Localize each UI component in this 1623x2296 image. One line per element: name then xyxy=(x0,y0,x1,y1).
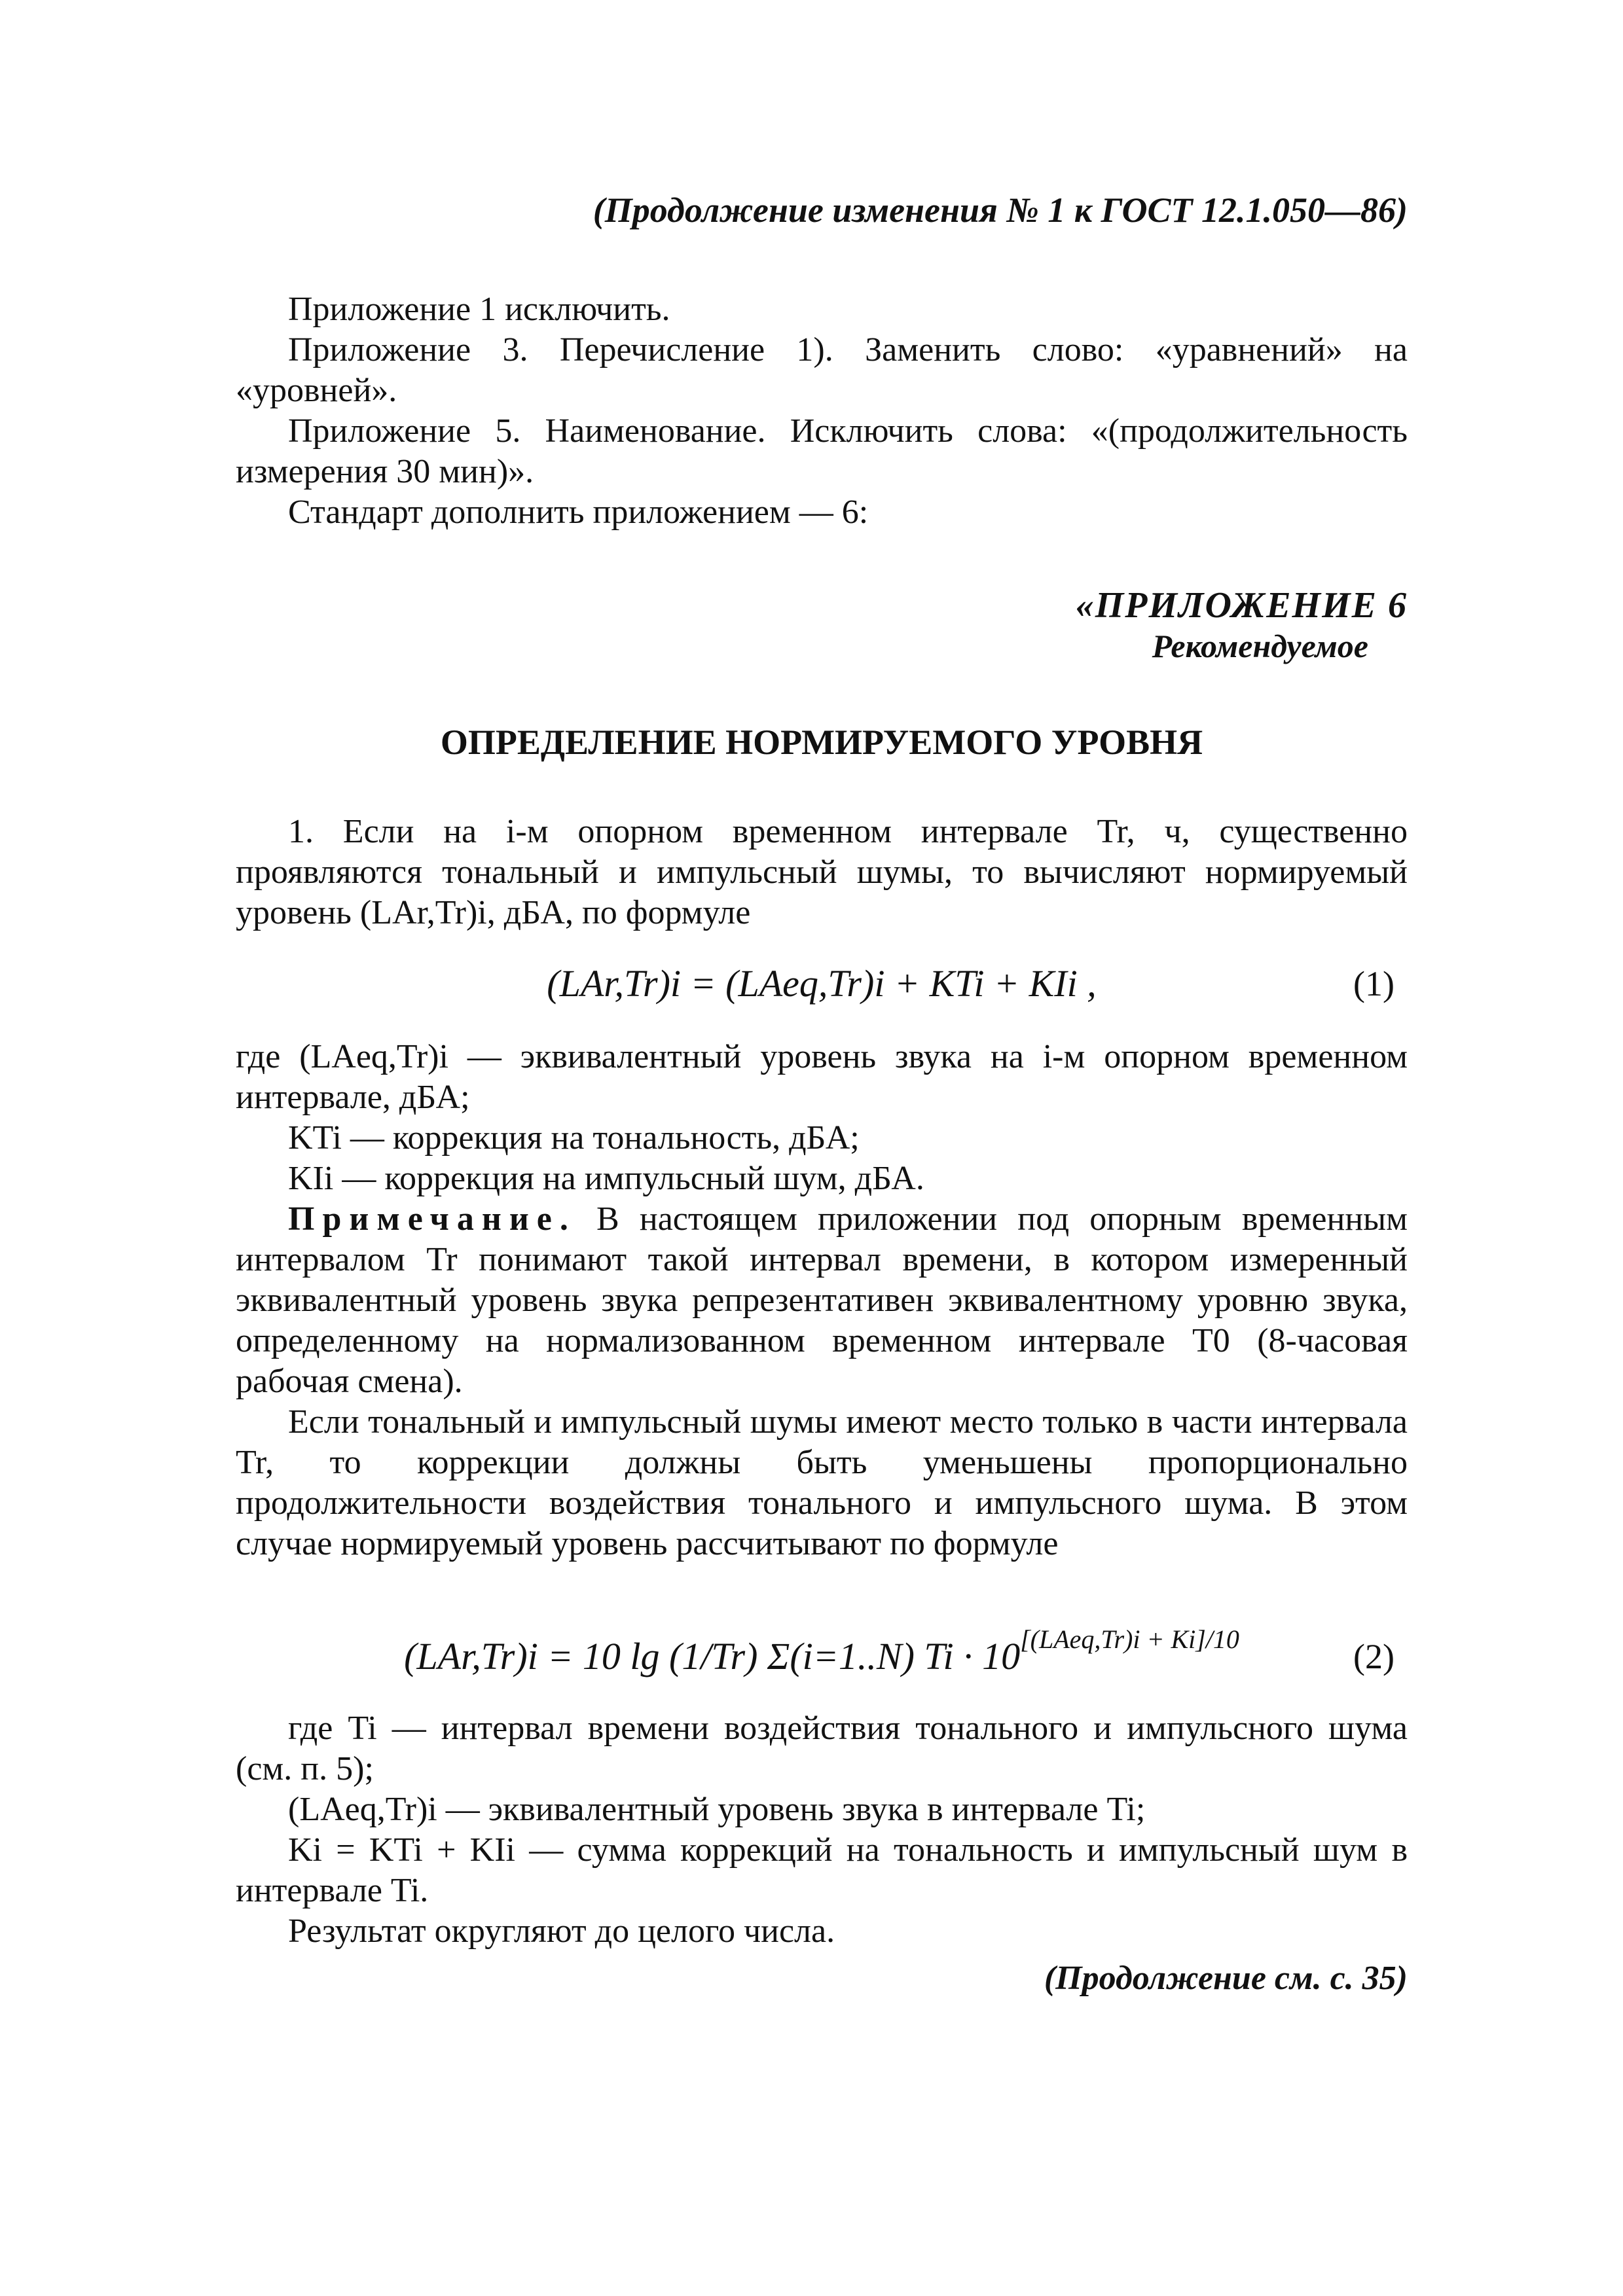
note-paragraph xyxy=(236,1199,1408,1402)
formula-2-expression: (LAr,Tr)i = 10 lg (1/Tr) Σ(i=1..N) Ti · 10 xyxy=(404,1635,1021,1677)
intro-line-4: Стандарт дополнить приложением — 6: xyxy=(288,493,869,531)
where-2-line-1: где Ti — интервал времени воздействия тонального и импульсного шума (см. п. 5); xyxy=(236,1710,1408,1787)
paragraph-2: Если тональный и импульсный шумы имеют место только в части интервала Tr, то коррекции должны быть уменьшены пропорционально продолжительности воздействия тонального и импульсного шума. В этом случае нормируемый уровень рассчитывают по формуле xyxy=(236,1403,1408,1562)
where-2-line-4: Результат округляют до целого числа. xyxy=(288,1912,835,1950)
intro-line-1: Приложение 1 исключить. xyxy=(288,291,670,328)
note-label: Примечание. xyxy=(288,1200,576,1238)
appendix-label xyxy=(236,585,1408,666)
formula-2-exponent: [(LAeq,Tr)i + Ki]/10 xyxy=(1020,1624,1239,1654)
intro-line-2: Приложение 3. Перечисление 1). Заменить слово: «уравнений» на «уровней». xyxy=(236,331,1408,409)
appendix-title: «ПРИЛОЖЕНИЕ 6 xyxy=(1075,585,1408,626)
formula-2 xyxy=(236,1590,1408,1702)
paragraph-1: 1. Если на i-м опорном временном интервале Tr, ч, существенно проявляются тональный и импульсный шумы, то вычисляют нормируемый уровень (LAr,Tr)i, дБА, по формуле xyxy=(236,813,1408,931)
where-1-line-2: KTi — коррекция на тональность, дБА; xyxy=(288,1119,860,1157)
formula-1-expression: (LAr,Tr)i = (LAeq,Tr)i + KTi + KIi , xyxy=(547,962,1097,1005)
where-1-line-3: KIi — коррекция на импульсный шум, дБА. xyxy=(288,1160,924,1197)
appendix-subtitle: Рекомендуемое xyxy=(1152,628,1368,664)
formula-1-number: (1) xyxy=(1353,964,1395,1003)
where-2-line-2: (LAeq,Tr)i — эквивалентный уровень звука в интервале Ti; xyxy=(288,1791,1146,1828)
document-page xyxy=(236,190,1408,1999)
formula-1 xyxy=(236,945,1408,1024)
intro-line-3: Приложение 5. Наименование. Исключить слова: «(продолжительность измерения 30 мин)». xyxy=(236,412,1408,490)
where-2-line-3: Ki = KTi + KIi — сумма коррекций на тональность и импульсный шум в интервале Ti. xyxy=(236,1831,1408,1909)
note-text: В настоящем приложении под опорным временным интервалом Tr понимают такой интервал времени, в котором измеренный эквивалентный уровень звука репрезентативен эквивалентному уровню звука, определенному на нормализованном временном интервале T0 (8-часовая рабочая смена). xyxy=(236,1200,1408,1400)
where-1-line-1: где (LAeq,Tr)i — эквивалентный уровень звука на i-м опорном временном интервале, дБА; xyxy=(236,1038,1408,1116)
section-heading: ОПРЕДЕЛЕНИЕ НОРМИРУЕМОГО УРОВНЯ xyxy=(440,723,1203,762)
continuation-footer: (Продолжение см. с. 35) xyxy=(1044,1960,1408,1997)
formula-2-body xyxy=(236,1624,1408,1681)
continuation-header: (Продолжение изменения № 1 к ГОСТ 12.1.050—86) xyxy=(593,190,1408,230)
formula-2-number: (2) xyxy=(1353,1637,1395,1676)
